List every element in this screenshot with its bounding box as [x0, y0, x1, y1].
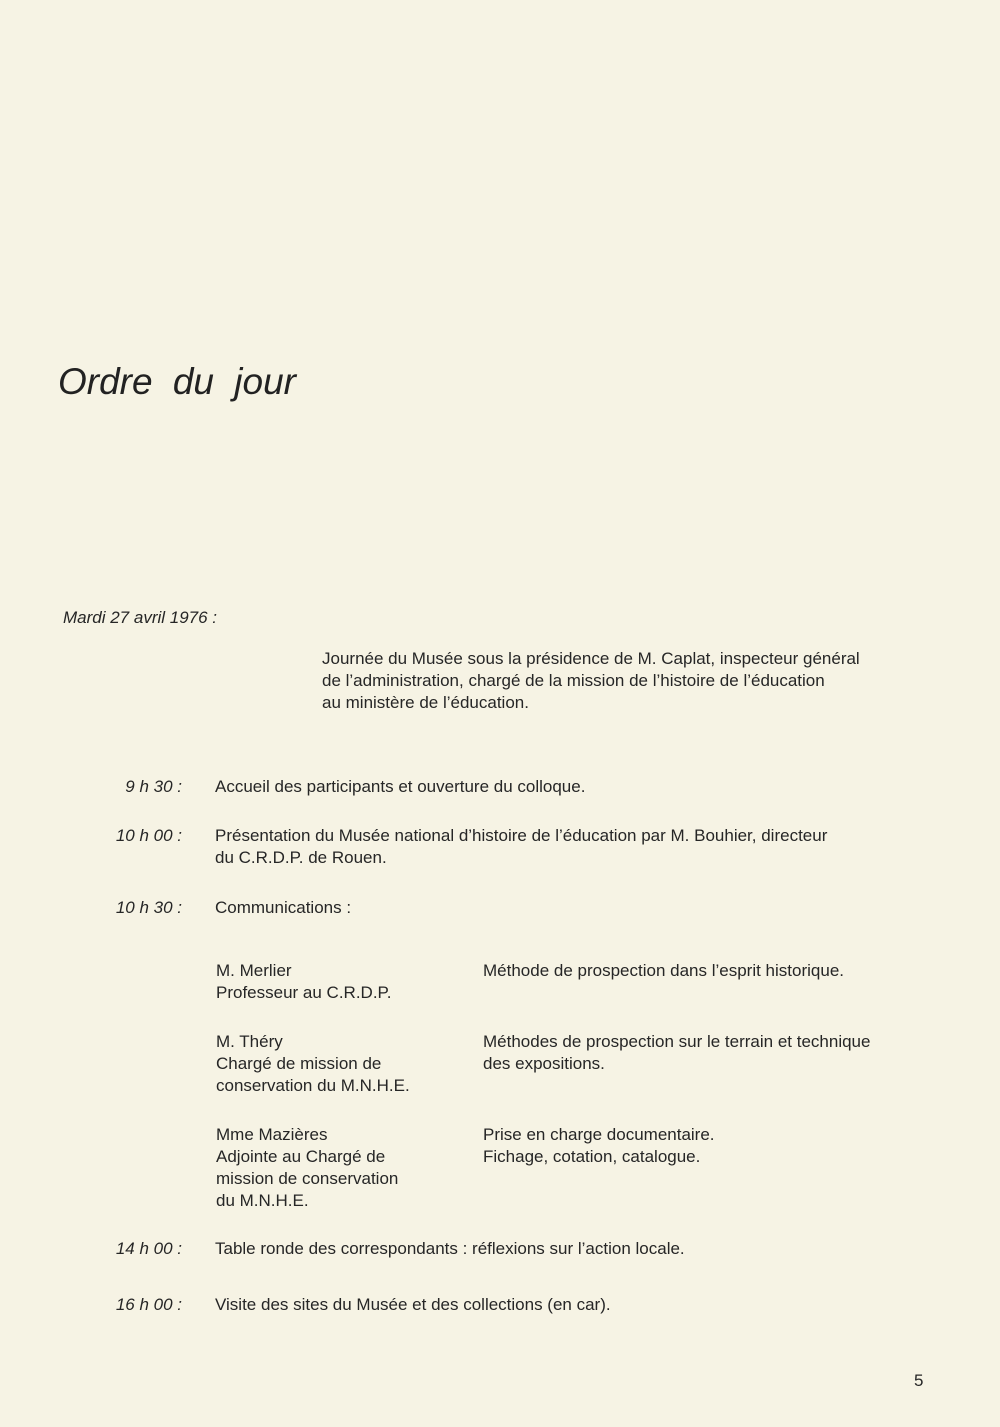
intro-line: Journée du Musée sous la présidence de M. Caplat, inspecteur général — [322, 649, 860, 668]
schedule-entry — [215, 897, 935, 919]
schedule-entry-line: Accueil des participants et ouverture du colloque. — [215, 777, 586, 796]
communication-speaker — [216, 1031, 466, 1097]
session-date: Mardi 27 avril 1976 : — [63, 608, 218, 627]
communication-topic — [483, 1124, 953, 1168]
schedule-entry — [215, 776, 935, 798]
intro-line: au ministère de l’éducation. — [322, 693, 529, 712]
schedule-entry — [215, 1238, 935, 1260]
schedule-entry-line: Visite des sites du Musée et des collections (en car). — [215, 1295, 611, 1314]
page-number: 5 — [914, 1371, 924, 1390]
speaker-line: Adjointe au Chargé de — [216, 1147, 386, 1166]
intro-line: de l’administration, chargé de la mission de l’histoire de l’éducation — [322, 671, 825, 690]
schedule-entry-line: Communications : — [215, 898, 352, 917]
page-title: Ordre du jour — [58, 361, 296, 402]
schedule-time: 9 h 30 : — [125, 777, 182, 796]
topic-line: Méthodes de prospection sur le terrain et technique — [483, 1032, 871, 1051]
speaker-line: Mme Mazières — [216, 1125, 328, 1144]
speaker-line: M. Théry — [216, 1032, 283, 1051]
session-introduction — [322, 648, 942, 714]
schedule-entry-line: Table ronde des correspondants : réflexions sur l’action locale. — [215, 1239, 685, 1258]
topic-line: Méthode de prospection dans l’esprit historique. — [483, 961, 844, 980]
speaker-line: du M.N.H.E. — [216, 1191, 309, 1210]
schedule-time: 10 h 00 : — [115, 826, 182, 845]
speaker-line: conservation du M.N.H.E. — [216, 1076, 410, 1095]
schedule-entry-line: du C.R.D.P. de Rouen. — [215, 848, 387, 867]
communication-topic — [483, 1031, 953, 1075]
schedule-entry — [215, 825, 935, 869]
communication-topic — [483, 960, 953, 982]
schedule-time: 14 h 00 : — [115, 1239, 182, 1258]
communication-speaker — [216, 960, 466, 1004]
schedule-time: 16 h 00 : — [115, 1295, 182, 1314]
topic-line: des expositions. — [483, 1054, 605, 1073]
schedule-entry-line: Présentation du Musée national d’histoire de l’éducation par M. Bouhier, directeur — [215, 826, 828, 845]
schedule-entry — [215, 1294, 935, 1316]
speaker-line: M. Merlier — [216, 961, 292, 980]
speaker-line: mission de conservation — [216, 1169, 399, 1188]
speaker-line: Chargé de mission de — [216, 1054, 382, 1073]
topic-line: Prise en charge documentaire. — [483, 1125, 715, 1144]
speaker-line: Professeur au C.R.D.P. — [216, 983, 392, 1002]
schedule-time: 10 h 30 : — [115, 898, 182, 917]
topic-line: Fichage, cotation, catalogue. — [483, 1147, 701, 1166]
communication-speaker — [216, 1124, 466, 1212]
